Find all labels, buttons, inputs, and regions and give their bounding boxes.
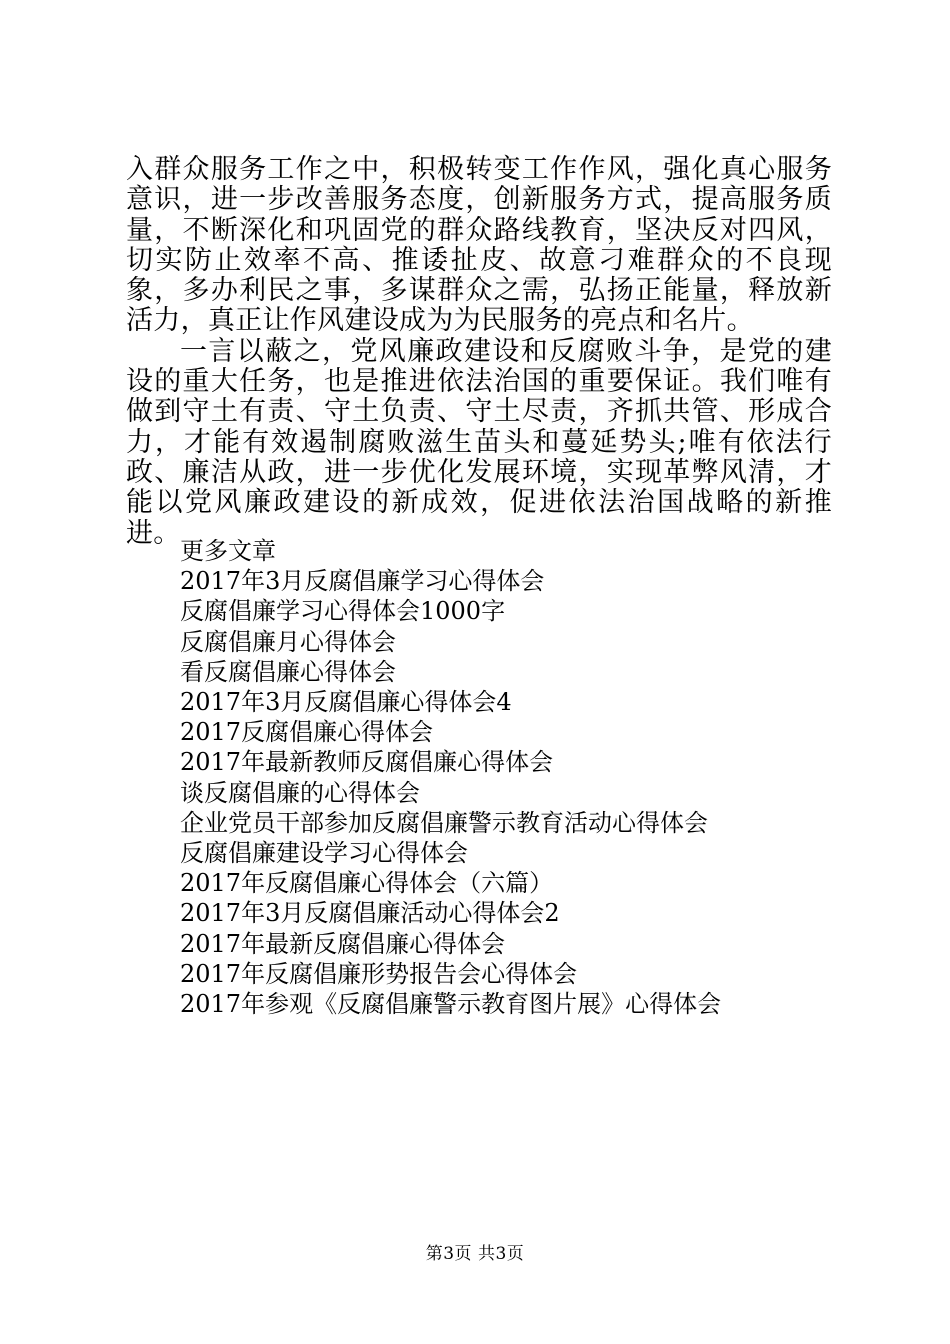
article-link[interactable]: 2017年反腐倡廉心得体会（六篇）: [180, 869, 554, 898]
article-link[interactable]: 2017年反腐倡廉形势报告会心得体会: [180, 959, 578, 988]
body-paragraph-continuation: 入群众服务工作之中，积极转变工作作风，强化真心服务意识，进一步改善服务态度，创新服务方式，提高服务质量，不断深化和巩固党的群众路线教育，坚决反对四风，切实防止效率不高、推诿扯皮、故意刁难群众的不良现象，多办利民之事，多谋群众之需，弘扬正能量，释放新活力，真正让作风建设成为为民服务的亮点和名片。: [126, 154, 832, 337]
article-link[interactable]: 看反腐倡廉心得体会: [180, 657, 396, 686]
article-link[interactable]: 企业党员干部参加反腐倡廉警示教育活动心得体会: [180, 808, 708, 837]
article-link[interactable]: 反腐倡廉学习心得体会1000字: [180, 597, 506, 626]
article-link[interactable]: 2017年最新教师反腐倡廉心得体会: [180, 748, 554, 777]
list-item: [180, 627, 840, 657]
article-link[interactable]: 2017年最新反腐倡廉心得体会: [180, 929, 506, 958]
article-link[interactable]: 2017年3月反腐倡廉活动心得体会2: [180, 899, 560, 928]
article-link[interactable]: 反腐倡廉建设学习心得体会: [180, 839, 468, 868]
body-paragraph-conclusion: 一言以蔽之，党风廉政建设和反腐败斗争，是党的建设的重大任务，也是推进依法治国的重要保证。我们唯有做到守土有责、守土负责、守土尽责，齐抓共管、形成合力，才能有效遏制腐败滋生苗头和蔓延势头;唯有依法行政、廉洁从政，进一步优化发展环境，实现革弊风清，才能以党风廉政建设的新成效，促进依法治国战略的新推进。: [126, 335, 832, 549]
article-link[interactable]: 反腐倡廉月心得体会: [180, 627, 396, 656]
article-link[interactable]: 2017反腐倡廉心得体会: [180, 718, 434, 747]
list-item: [180, 989, 840, 1019]
document-body: [126, 155, 832, 549]
article-link[interactable]: 2017年3月反腐倡廉心得体会4: [180, 688, 512, 717]
list-item: [180, 596, 840, 626]
article-link[interactable]: 2017年3月反腐倡廉学习心得体会: [180, 567, 545, 596]
list-item: [180, 687, 840, 717]
page-number-footer: 第3页 共3页: [425, 1244, 525, 1264]
more-articles-list: [180, 536, 840, 1019]
article-link[interactable]: 谈反腐倡廉的心得体会: [180, 778, 420, 807]
list-item: [180, 959, 840, 989]
more-articles-heading: 更多文章: [180, 537, 276, 565]
list-item: [180, 929, 840, 959]
list-item: [180, 868, 840, 898]
article-link[interactable]: 2017年参观《反腐倡廉警示教育图片展》心得体会: [180, 990, 722, 1019]
list-item: [180, 566, 840, 596]
list-item: [180, 778, 840, 808]
list-item: [180, 898, 840, 928]
list-item: [180, 747, 840, 777]
list-item: [180, 838, 840, 868]
list-item: [180, 717, 840, 747]
list-item: [180, 657, 840, 687]
list-item: [180, 808, 840, 838]
